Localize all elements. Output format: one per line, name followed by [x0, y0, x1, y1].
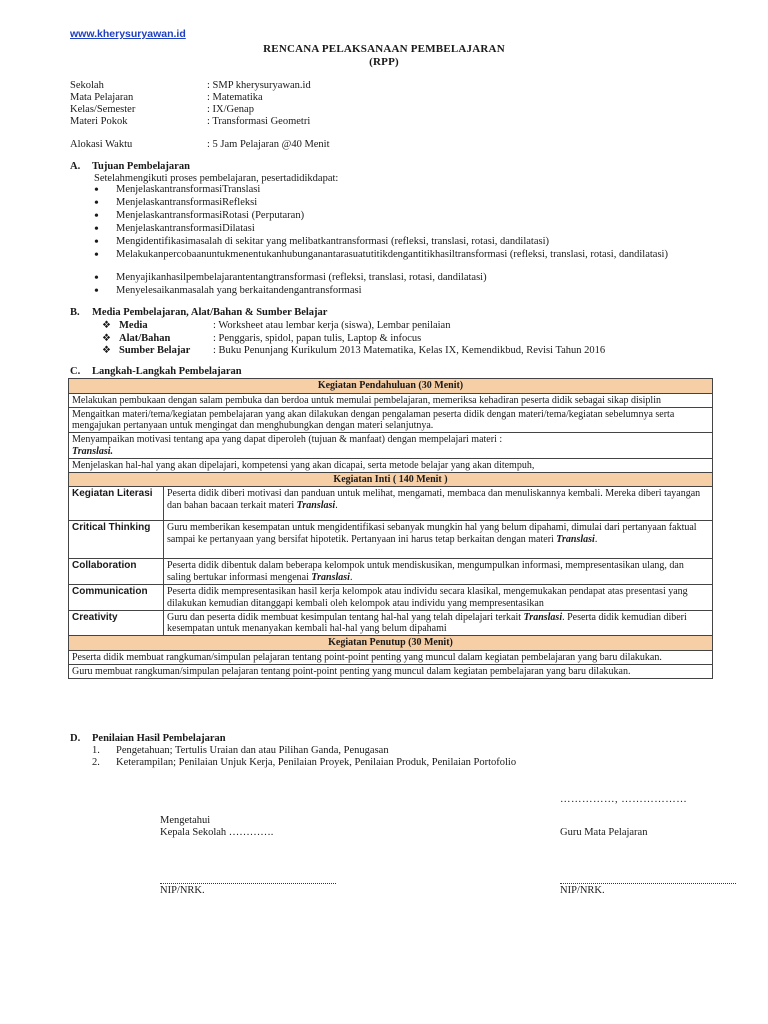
assessment-number: 1. — [92, 745, 100, 756]
objective-item: MenjelaskantransformasiDilatasi — [116, 223, 255, 234]
diamond-bullet-icon: ❖ — [102, 345, 111, 356]
bullet-icon: • — [94, 284, 99, 299]
objective-item: Menyelesaikanmasalah yang berkaitandengantransformasi — [116, 285, 362, 296]
inti-row — [164, 487, 713, 521]
alokasi-label: Alokasi Waktu — [70, 139, 133, 150]
objective-item: Menyajikanhasilpembelajarantentangtransformasi (refleksi, translasi, rotasi, dandilatasi) — [116, 272, 487, 283]
section-a-title: Tujuan Pembelajaran — [92, 161, 190, 172]
objective-item: MenjelaskantransformasiRefleksi — [116, 197, 258, 208]
bullet-icon: • — [94, 271, 99, 286]
inti-tail: . — [335, 500, 338, 512]
principal-signature-line — [160, 873, 336, 884]
section-b-title: Media Pembelajaran, Alat/Bahan & Sumber Belajar — [92, 307, 328, 318]
document-subtitle: (RPP) — [369, 56, 399, 68]
section-a-intro: Setelahmengikuti proses pembelajaran, pesertadidikdapat: — [94, 173, 339, 184]
principal-nip: NIP/NRK. — [160, 885, 205, 896]
pendahuluan-row: Menjelaskan hal-hal yang akan dipelajari, kompetensi yang akan dicapai, serta metode belajar yang akan ditempuh, — [69, 458, 713, 472]
inti-emphasis: Translasi — [296, 500, 336, 512]
pendahuluan-row — [69, 433, 713, 459]
source-value: : Buku Penunjang Kurikulum 2013 Matematika, Kelas IX, Kemendikbud, Revisi Tahun 2016 — [213, 345, 606, 356]
identity-value-school: : SMP kherysuryawan.id — [207, 80, 311, 91]
section-c-heading — [70, 366, 242, 379]
place-date-field: ……………, ……………… — [560, 794, 688, 805]
bullet-icon: • — [94, 183, 99, 198]
objective-item: Mengidentifikasimasalah di sekitar yang melibatkantransformasi (refleksi, translasi, rotasi, dandilatasi) — [116, 236, 549, 247]
assessment-item: Pengetahuan; Tertulis Uraian dan atau Pilihan Ganda, Penugasan — [116, 745, 389, 756]
media-value: : Worksheet atau lembar kerja (siswa), Lembar penilaian — [213, 320, 451, 331]
identity-value-subject: : Matematika — [207, 92, 263, 103]
section-a-heading — [70, 161, 190, 174]
bullet-icon: • — [94, 235, 99, 250]
inti-label-creativity: Creativity — [69, 610, 164, 636]
pendahuluan-row: Melakukan pembukaan dengan salam pembuka dan berdoa untuk memulai pembelajaran, memeriksa kehadiran peserta didik sebagai sikap disiplin — [69, 393, 713, 407]
section-d-number: D. — [70, 733, 81, 744]
inti-emphasis: Translasi — [311, 572, 350, 584]
assessment-item: Keterampilan; Penilaian Unjuk Kerja, Penilaian Proyek, Penilaian Produk, Penilaian Portofolio — [116, 757, 517, 768]
pendahuluan-row: Mengaitkan materi/tema/kegiatan pembelajaran yang akan dilakukan dengan pengalaman peserta didik dengan materi/tema/kegiatan sebelumnya serta mengajukan pertanyaan untuk mengingat dan menghubungkan dengan materi selanjutnya. — [69, 407, 713, 433]
identity-label-subject: Mata Pelajaran — [70, 92, 134, 103]
inti-emphasis: Translasi — [556, 534, 595, 546]
inti-row — [164, 521, 713, 559]
pendahuluan-motivation: Menyampaikan motivasi tentang apa yang dapat diperoleh (tujuan & manfaat) dengan mempelajari materi : — [72, 434, 503, 446]
identity-label-topic: Materi Pokok — [70, 116, 128, 127]
inti-text: Peserta didik diberi motivasi dan panduan untuk melihat, mengamati, membaca dan menuliskannya kembali. Mereka diberi tayangan dan bahan bacaan terkait materi — [167, 488, 701, 512]
penutup-row: Peserta didik membuat rangkuman/simpulan pelajaran tentang point-point penting yang muncul dalam kegiatan pembelajaran yang baru dilakukan. — [69, 650, 713, 664]
objective-item: Melakukanpercobaanuntukmenentukanhubunganantarasuatutitikdengantitikhasiltransformasi (refleksi, translasi, rotasi, dandilatasi) — [116, 249, 668, 260]
section-b-number: B. — [70, 307, 80, 318]
bullet-icon: • — [94, 222, 99, 237]
inti-tail: . — [349, 572, 353, 584]
inti-tail: . — [594, 534, 598, 546]
identity-value-class: : IX/Genap — [207, 104, 254, 115]
inti-text: Guru memberikan kesempatan untuk mengidentifikasi sebanyak mungkin hal yang belum dipahami, dimulai dari pertanyaan faktual sampai ke pertanyaan yang bersifat hipotetik. Pertanyaan ini harus tetap berkaitan dengan materi — [167, 522, 697, 546]
document-title: RENCANA PELAKSANAAN PEMBELAJARAN — [263, 43, 505, 55]
inti-text: Peserta didik mempresentasikan hasil kerja kelompok atau individu secara klasikal, mengemukakan pendapat atas presentasi yang dilakukan kemudian ditanggapi kembali oleh kelompok atau individu yang mempresentasikan — [167, 585, 688, 609]
inti-row — [164, 559, 713, 585]
diamond-bullet-icon: ❖ — [102, 333, 111, 344]
teacher-nip: NIP/NRK. — [560, 885, 605, 896]
mengetahui-label: Mengetahui — [160, 815, 211, 826]
identity-label-school: Sekolah — [70, 80, 104, 91]
section-c-title: Langkah-Langkah Pembelajaran — [92, 366, 242, 377]
pendahuluan-topic: Translasi. — [72, 445, 114, 457]
inti-text: Guru dan peserta didik membuat kesimpulan tentang hal-hal yang telah dipelajari terkait — [167, 611, 524, 623]
learning-steps-table — [68, 378, 713, 679]
identity-value-topic: : Transformasi Geometri — [207, 116, 311, 127]
inti-label-collaboration: Collaboration — [69, 559, 164, 585]
section-b-heading — [70, 307, 327, 320]
section-a-number: A. — [70, 161, 81, 172]
principal-label: Kepala Sekolah …………. — [160, 827, 274, 838]
identity-label-class: Kelas/Semester — [70, 104, 136, 115]
section-d-title: Penilaian Hasil Pembelajaran — [92, 733, 226, 744]
section-c-number: C. — [70, 366, 81, 377]
inti-header: Kegiatan Inti ( 140 Menit ) — [69, 472, 713, 487]
assessment-number: 2. — [92, 757, 100, 768]
teacher-label: Guru Mata Pelajaran — [560, 827, 648, 838]
bullet-icon: • — [94, 196, 99, 211]
pendahuluan-header: Kegiatan Pendahuluan (30 Menit) — [69, 379, 713, 394]
tools-value: : Penggaris, spidol, papan tulis, Laptop & infocus — [213, 333, 422, 344]
section-d-heading — [70, 733, 226, 746]
website-link[interactable]: www.kherysuryawan.id — [70, 28, 186, 40]
inti-row — [164, 584, 713, 610]
inti-text: Peserta didik dibentuk dalam beberapa kelompok untuk mendiskusikan, mengumpulkan informasi, mempresentasikan ulang, dan saling bertukar informasi mengenai — [167, 560, 684, 584]
penutup-row: Guru membuat rangkuman/simpulan pelajaran tentang point-point penting yang muncul dalam kegiatan pembelajaran yang baru dilakukan. — [69, 664, 713, 678]
objective-item: MenjelaskantransformasiRotasi (Perputaran) — [116, 210, 305, 221]
bullet-icon: • — [94, 209, 99, 224]
tools-label: Alat/Bahan — [119, 333, 171, 344]
objective-item: MenjelaskantransformasiTranslasi — [116, 184, 261, 195]
alokasi-value: : 5 Jam Pelajaran @40 Menit — [207, 139, 330, 150]
media-label: Media — [119, 320, 148, 331]
bullet-icon: • — [94, 248, 99, 263]
inti-label-critical: Critical Thinking — [69, 521, 164, 559]
teacher-signature-line — [560, 873, 736, 884]
inti-label-literasi: Kegiatan Literasi — [69, 487, 164, 521]
diamond-bullet-icon: ❖ — [102, 320, 111, 331]
source-label: Sumber Belajar — [119, 345, 191, 356]
penutup-header: Kegiatan Penutup (30 Menit) — [69, 636, 713, 651]
inti-label-communication: Communication — [69, 584, 164, 610]
inti-emphasis: Translasi — [523, 611, 563, 623]
inti-row — [164, 610, 713, 636]
inti-tail: . Peserta didik kemudian diberi kesempatan untuk menanyakan kembali hal-hal yang belum dipahami — [167, 611, 687, 635]
